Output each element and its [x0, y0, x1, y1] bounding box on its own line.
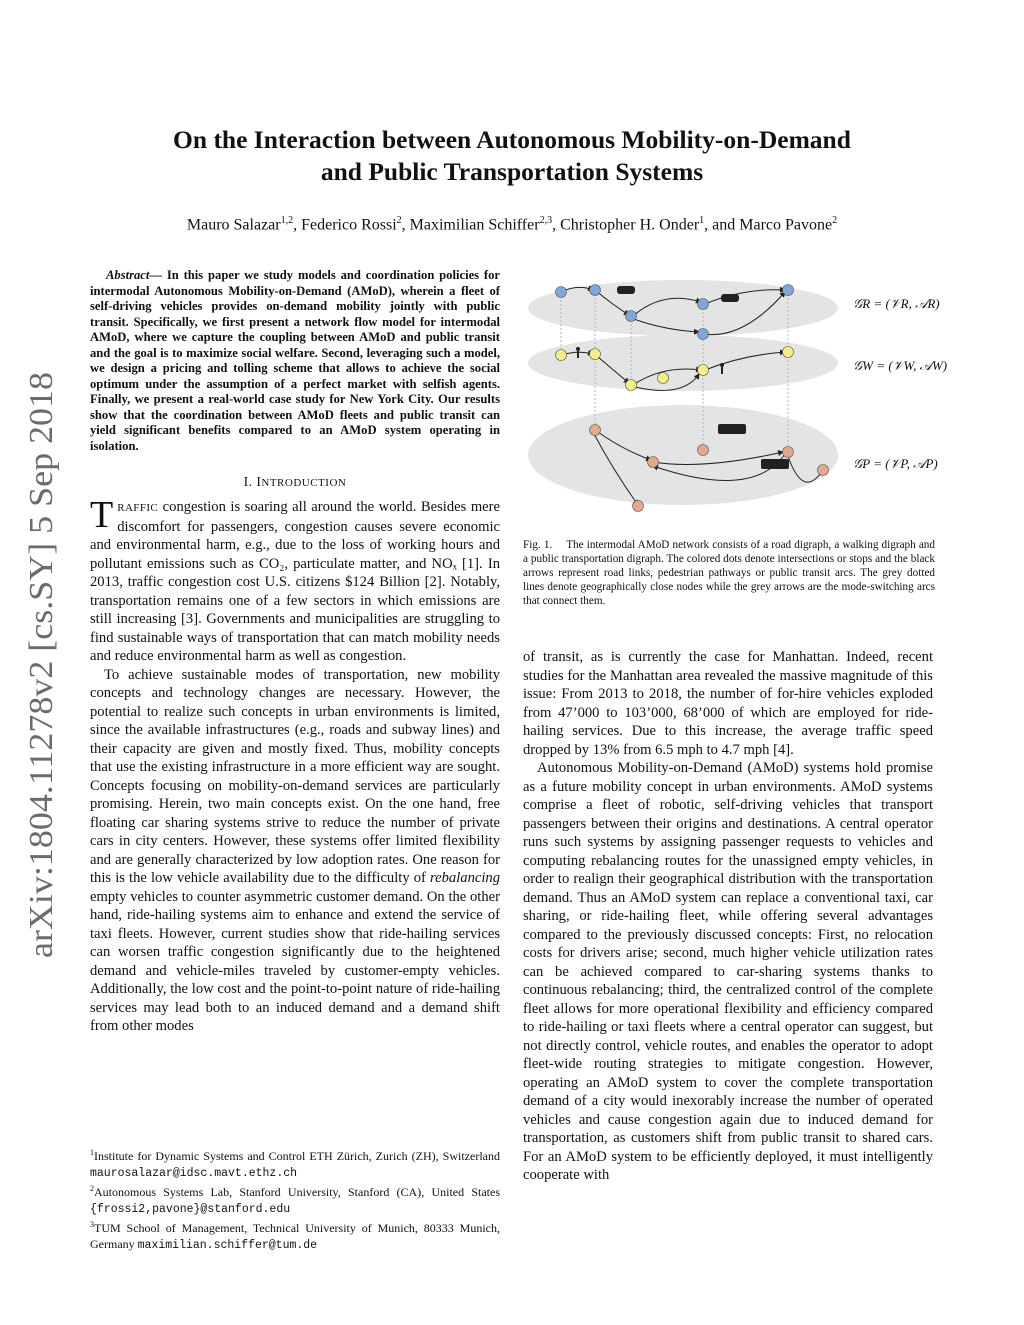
footnote-mark: 3 [90, 1220, 94, 1229]
section-title-rest: NTRODUCTION [261, 477, 347, 489]
affiliation-mark: 1 [699, 215, 705, 226]
email: maximilian.schiffer@tum.de [137, 1238, 318, 1252]
footnote-text: Institute for Dynamic Systems and Control ETH Zürich, Zurich (ZH), Switzerland [94, 1149, 500, 1163]
section-heading [90, 474, 500, 490]
left-column [90, 268, 500, 1036]
right-paragraph-1: of transit, as is currently the case for Manhattan. Indeed, recent studies for the Manhattan area revealed the massive magnitude of this issue: From 2013 to 2018, the number of for-hire vehicles exploded from 47’000 to 103’000, 68’000 of which are employed for ride-hailing services. Due to this increase, the average traffic speed dropped by 13% from 6.5 mph to 4.7 mph [4]. [523, 649, 933, 758]
paragraph-text: empty vehicles to counter asymmetric customer demand. On the other hand, ride-hailing systems aim to enhance and extend the service of taxi fleets. However, current studies show that ride-hailing services can worsen traffic congestion significantly due to the heightened demand and vehicle-miles traveled by customer-empty vehicles. Additionally, the low cost and the point-to-point nature of ride-hailing services may lead both to an induced demand and a demand shift from other modes [90, 888, 500, 1034]
arxiv-side-label [18, 370, 62, 960]
author-list: Mauro Salazar$^{1,2}$, Federico Rossi$^2$, Maximilian Schiffer$^{2,3}$, Christopher H. Onder$^1$, and Marco Pavone$^2$ [186, 215, 838, 234]
transit-graph-label: 𝒢P = (𝒱P, 𝒜P) [853, 456, 938, 471]
abstract-label: Abstract [106, 268, 150, 282]
section-numeral: I. [243, 474, 257, 489]
abstract [90, 268, 500, 454]
drop-cap: T [90, 494, 114, 536]
section-first-letter: I [256, 474, 262, 489]
walking-layer [528, 335, 838, 391]
caption-text: The intermodal AMoD network consists of a road digraph, a walking digraph and a public transportation digraph. The colored dots denote intersections or stops and the black arrows represent road links, pedestrian pathways or public transit arcs. The grey dotted lines denote geographically close nodes while the grey arrows are the mode-switching arcs that connect them. [523, 539, 935, 607]
author: Mauro Salazar [186, 216, 281, 234]
intro-paragraph-1 [90, 494, 500, 666]
footnote [90, 1217, 500, 1253]
title-line-1: On the Interaction between Autonomous Mobility-on-Demand [173, 125, 851, 154]
email: {frossi2,pavone}@stanford.edu [90, 1202, 291, 1216]
abstract-text: — In this paper we study models and coordination policies for intermodal Autonomous Mobility-on-Demand (AMoD), wherein a fleet of self-driving vehicles provides on-demand mobility jointly with public transit. Specifically, we first present a network flow model for intermodal AMoD, where we capture the coupling between AMoD and public transit and the goal is to maximize social welfare. Second, leveraging such a model, we design a pricing and tolling scheme that allows to achieve the social optimum under the assumption of a perfect market with selfish agents. Finally, we present a real-world case study for New York City. Our results show that the coordination between AMoD fleets and public transit can yield significant benefits compared to an AMoD system operating in isolation. [90, 268, 500, 453]
author: Maximilian Schiffer [409, 216, 540, 234]
footnote-text: Autonomous Systems Lab, Stanford University, Stanford (CA), United States [94, 1185, 500, 1199]
footnotes [90, 1145, 500, 1253]
title-line-2: and Public Transportation Systems [320, 157, 704, 186]
footnote [90, 1181, 500, 1217]
affiliation-mark: 1,2 [280, 215, 294, 226]
affiliation-mark: 2 [832, 215, 838, 226]
emphasis: rebalancing [430, 870, 500, 886]
affiliation-mark: 2 [396, 215, 402, 226]
arxiv-identifier: arXiv:1804.11278v2 [cs.SY] 5 Sep 2018 [23, 403, 60, 958]
paragraph-text: congestion is soaring all around the world. Besides mere discomfort for passengers, congestion causes severe economic and environmental harm, e.g., due to the loss of working hours and pollutant emissions such as CO₂, particulate matter, and NOₓ [1]. In 2013, traffic congestion cost U.S. citizens $124 Billion [2]. Notably, transportation remains one of a few sectors in which emissions are still increasing [3]. Governments and municipalities are struggling to find sustainable ways of transportation that can match mobility needs and reduce environmental harm as well as congestion. [90, 499, 500, 664]
intro-paragraph-2 [90, 666, 500, 1036]
road-graph-label: 𝒢R = (𝒱R, 𝒜R) [853, 296, 940, 311]
footnote-mark: 1 [90, 1148, 94, 1157]
figure-caption [523, 538, 935, 608]
footnote-text: TUM School of Management, Technical University of Munich, 80333 Munich, Germany [90, 1221, 500, 1251]
affiliation-mark: 2,3 [539, 215, 553, 226]
caption-label: Fig. 1. [523, 539, 553, 551]
small-caps-word: RAFFIC [117, 502, 159, 514]
figure-network-diagram [523, 270, 948, 530]
walking-graph-label: 𝒢W = (𝒱W, 𝒜W) [853, 358, 948, 373]
author: and Marco Pavone [712, 216, 833, 234]
footnote-mark: 2 [90, 1184, 94, 1193]
right-column [523, 648, 933, 1185]
author: Christopher H. Onder [560, 216, 700, 234]
right-paragraph-2: Autonomous Mobility-on-Demand (AMoD) systems hold promise as a future mobility concept in urban environments. AMoD systems comprise a fleet of robotic, self-driving vehicles that transport passengers between their origins and destinations. A central operator runs such systems by assigning passenger requests to vehicles and computing rebalancing routes for the unassigned empty vehicles, in order to realign their geographical distribution with the transportation demand. Thus an AMoD system can replace a conventional taxi, car sharing, or ride-hailing fleet, while offering several advantages compared to the previously discussed concepts: First, no relocation costs for drivers arise; second, much higher vehicle utilization rates can be achieved compared to car-sharing systems thanks to continuous rebalancing; third, the centralized control of the complete fleet allows for more operational flexibility and efficiency compared to ride-hailing or taxi fleets where a central operator can suggest, but not directly control, vehicle routes, and enables the operator to adopt fleet-wide routing strategies to mitigate congestion. However, operating an AMoD system to cover the complete transportation demand of a city would inexorably increase the number of operated vehicles and cause congestion again due to induced demand for transportation, as customers shift from public transit to shared cars. For an AMoD system to be efficiently deployed, it must intelligently cooperate with [523, 760, 933, 1183]
paragraph-text: To achieve sustainable modes of transportation, new mobility concepts and technology changes are necessary. However, the potential to realize such concepts in urban environments is limited, since the available infrastructures (e.g., roads and subway lines) and their capacity are given and mostly fixed. Thus, mobility concepts that use the existing infrastructure in a more efficient way are sought. Concepts focusing on mobility-on-demand services are particularly promising. Herein, two main concepts exist. On the one hand, free floating car sharing systems strive to reduce the number of private cars in city centers. However, these systems offer limited flexibility and are generally characterized by low adoption rates. One reason for this is the low vehicle availability due to the difficulty of [90, 666, 500, 886]
footnote [90, 1145, 500, 1181]
email: maurosalazar@idsc.mavt.ethz.ch [90, 1166, 298, 1180]
paper-title [90, 124, 934, 188]
author: Federico Rossi [301, 216, 397, 234]
